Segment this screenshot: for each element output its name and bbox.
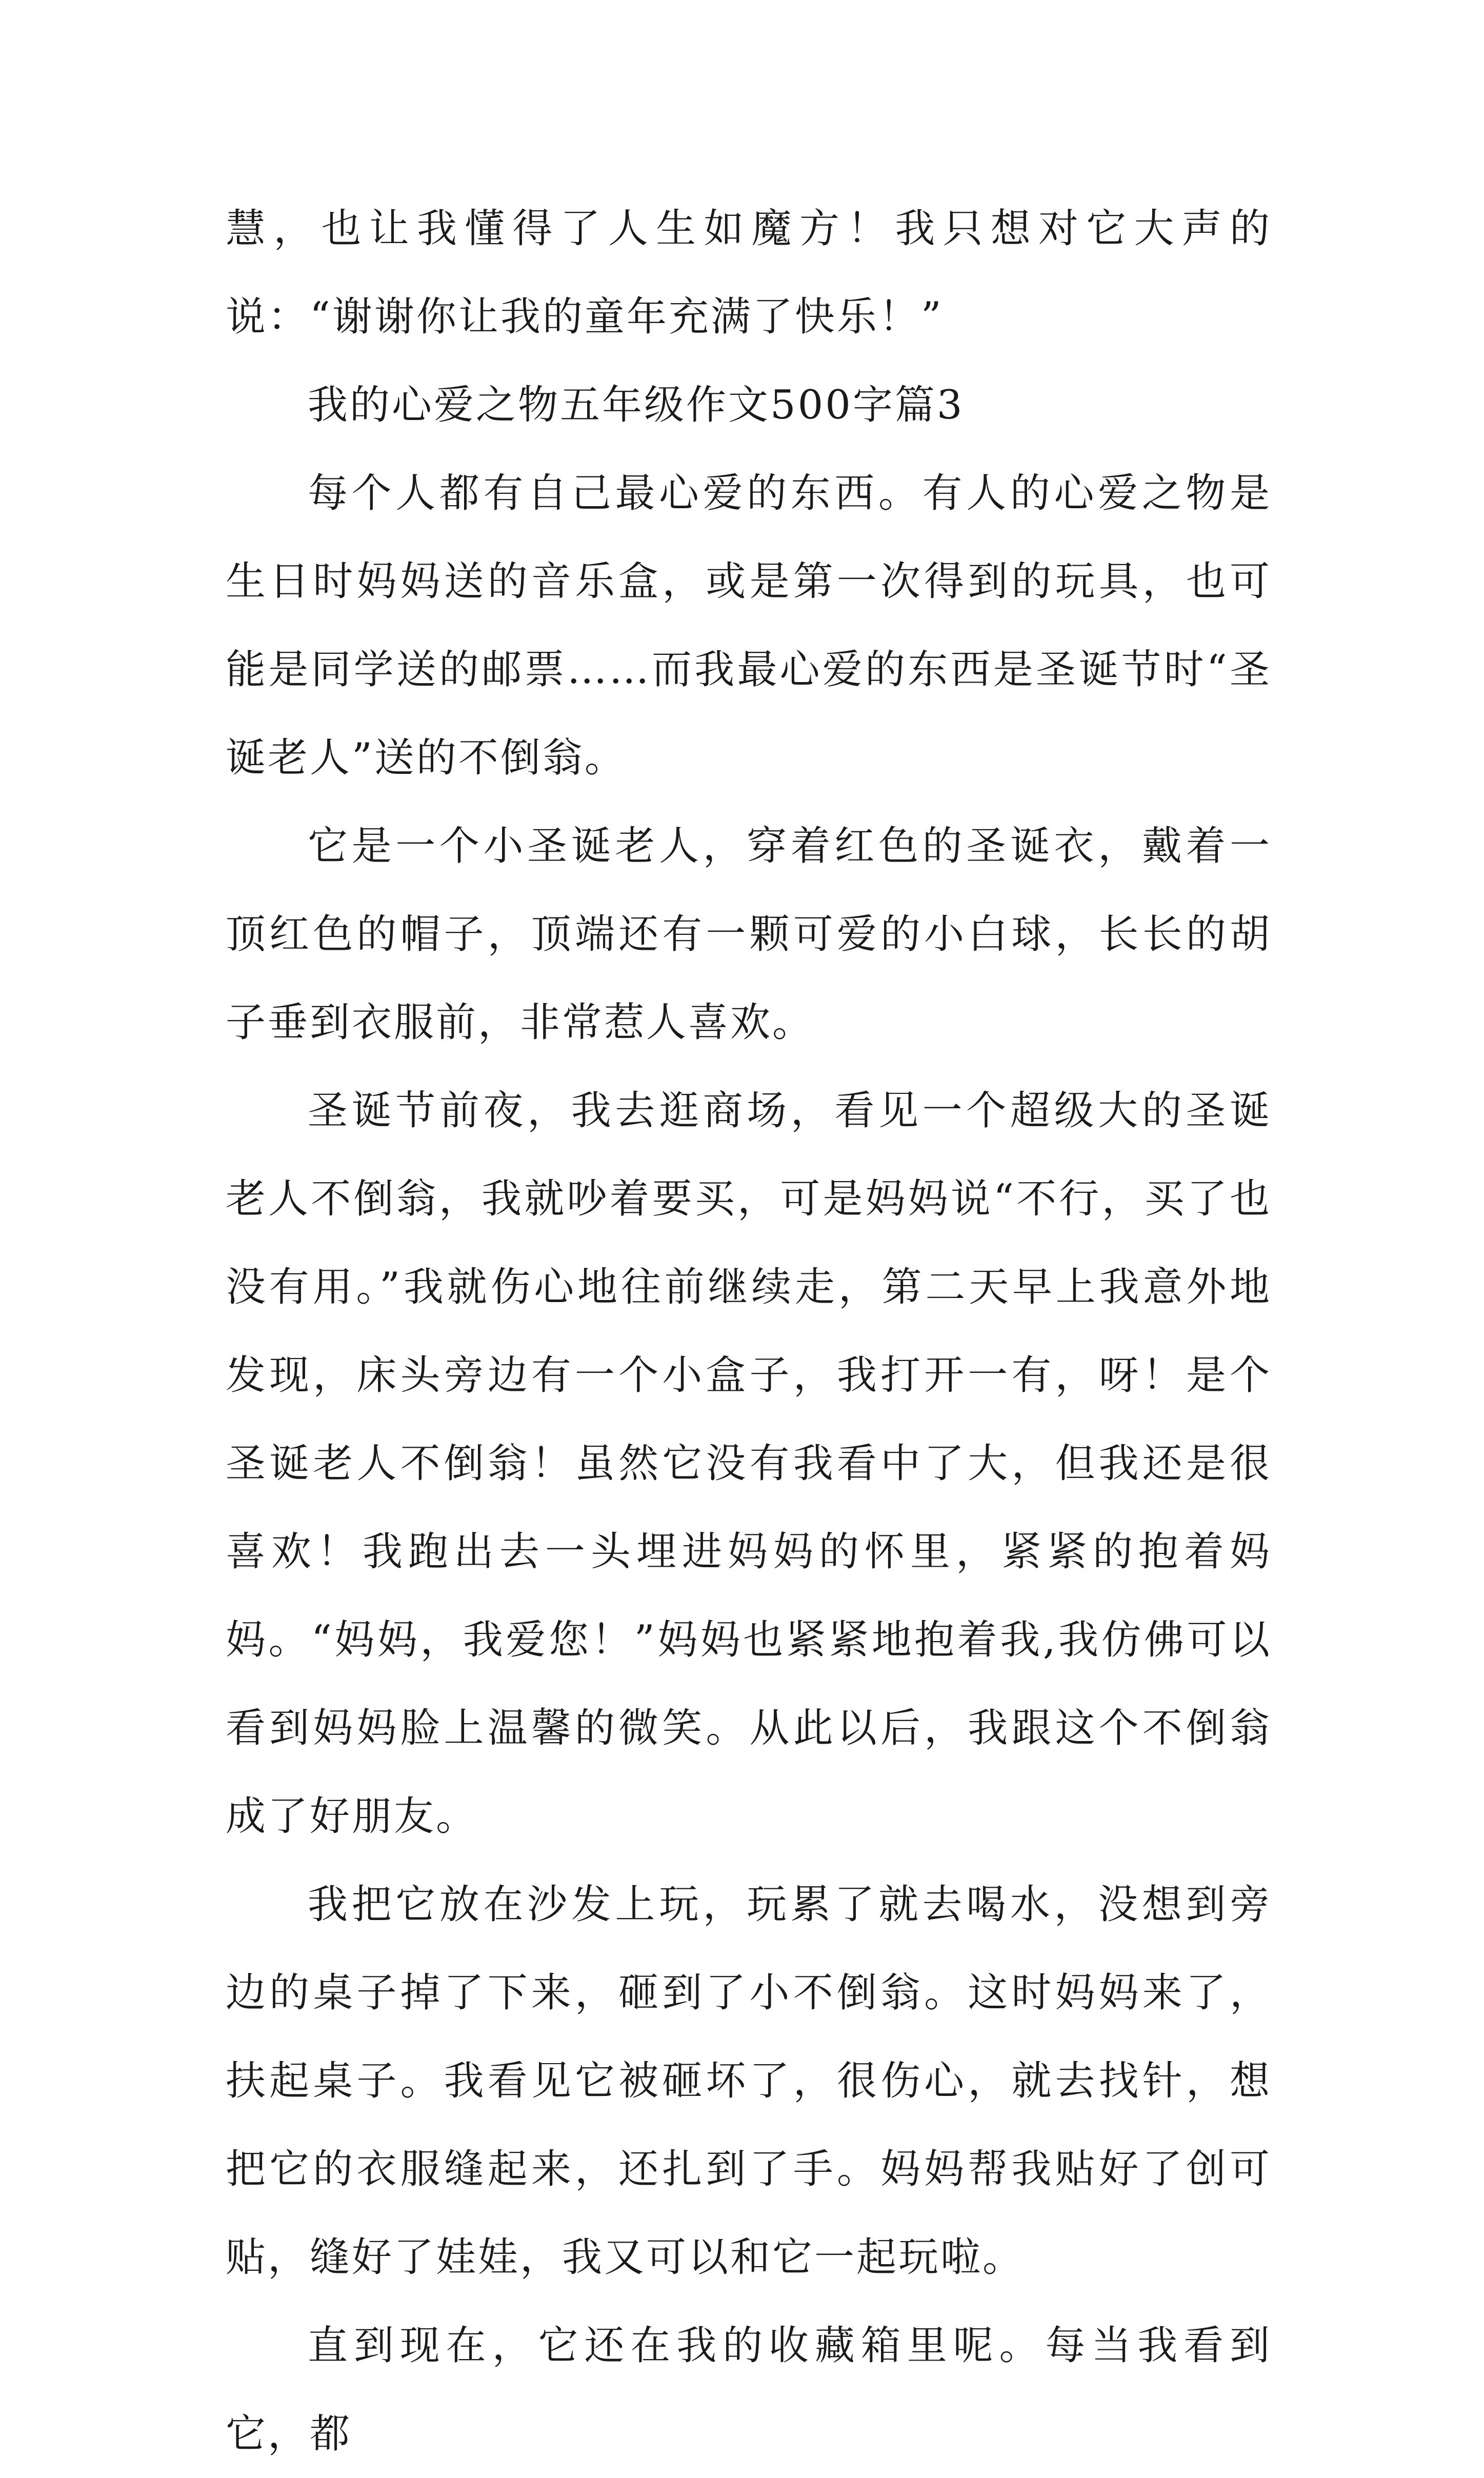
paragraph-2: 每个人都有自己最心爱的东西。有人的心爱之物是生日时妈妈送的音乐盒，或是第一次得到的玩具，也可能是同学送的邮票……而我最心爱的东西是圣诞节时“圣诞老人”送的不倒翁。 [226,470,1272,781]
document-body [226,185,1272,2478]
paragraph-4: 圣诞节前夜，我去逛商场，看见一个超级大的圣诞老人不倒翁，我就吵着要买，可是妈妈说“不行，买了也没有用。”我就伤心地往前继续走，第二天早上我意外地发现，床头旁边有一个小盒子，我打开一有，呀！是个圣诞老人不倒翁！虽然它没有我看中了大，但我还是很喜欢！我跑出去一头埋进妈妈的怀里，紧紧的抱着妈妈。“妈妈，我爱您！”妈妈也紧紧地抱着我,我仿佛可以看到妈妈脸上温馨的微笑。从此以后，我跟这个不倒翁成了好朋友。 [226,1088,1272,1840]
paragraph-1: 慧，也让我懂得了人生如魔方！我只想对它大声的说：“谢谢你让我的童年充满了快乐！” [226,206,1272,340]
paragraph-6: 直到现在，它还在我的收藏箱里呢。每当我看到它，都 [226,2323,1272,2457]
paragraph-3: 它是一个小圣诞老人，穿着红色的圣诞衣，戴着一顶红色的帽子，顶端还有一颗可爱的小白球，长长的胡子垂到衣服前，非常惹人喜欢。 [226,823,1272,1046]
paragraph-5: 我把它放在沙发上玩，玩累了就去喝水，没想到旁边的桌子掉了下来，砸到了小不倒翁。这时妈妈来了，扶起桌子。我看见它被砸坏了，很伤心，就去找针，想把它的衣服缝起来，还扎到了手。妈妈帮我贴好了创可贴，缝好了娃娃，我又可以和它一起玩啦。 [226,1882,1272,2281]
section-heading: 我的心爱之物五年级作文500字篇3 [308,382,965,428]
